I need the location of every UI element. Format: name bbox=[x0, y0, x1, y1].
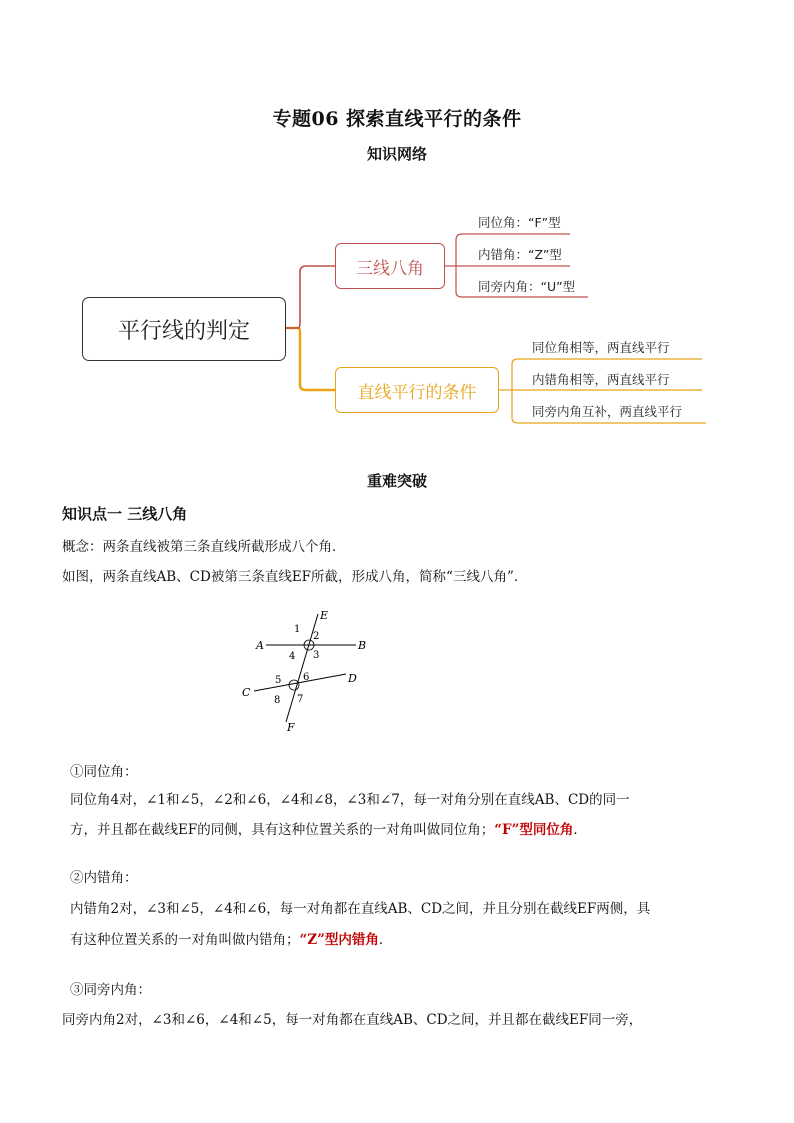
label-e: E bbox=[320, 609, 329, 622]
angle-7-label: 7 bbox=[297, 694, 304, 705]
key-points-heading: 重难突破 bbox=[366, 472, 427, 490]
label-d: D bbox=[348, 672, 357, 685]
page-title: 专题06 探索直线平行的条件 bbox=[272, 108, 522, 130]
knowledge-point-title: 知识点一 三线八角 bbox=[62, 505, 188, 523]
angle-3-label: 3 bbox=[313, 650, 320, 661]
label-f: F bbox=[287, 721, 295, 734]
mindmap-root: 平行线的判定 bbox=[82, 297, 286, 361]
alternate-angles-line2 bbox=[70, 930, 392, 950]
concept-text: 概念：两条直线被第三条直线所截形成八个角． bbox=[62, 539, 346, 555]
corresponding-angles-heading: ①同位角： bbox=[70, 764, 138, 780]
corresponding-angles-text: 方，并且都在截线EF的同侧，具有这种位置关系的一对角叫做同位角； bbox=[70, 822, 495, 838]
corresponding-angles-end: ． bbox=[573, 822, 587, 838]
knowledge-network-heading: 知识网络 bbox=[366, 145, 427, 163]
mindmap-leaf-corresponding: 同位角：“F”型 bbox=[478, 215, 561, 230]
mindmap-branch-parallel-conditions: 直线平行的条件 bbox=[335, 367, 499, 413]
angle-5-label: 5 bbox=[275, 675, 282, 686]
angle-6-label: 6 bbox=[303, 672, 310, 683]
alternate-angles-highlight: “Z”型内错角 bbox=[299, 932, 379, 948]
co-interior-angles-line1: 同旁内角2对，∠3和∠6，∠4和∠5，每一对角都在直线AB、CD之间，并且都在截线EF同一旁， bbox=[62, 1012, 643, 1028]
alternate-angles-line1: 内错角2对，∠3和∠5，∠4和∠6，每一对角都在直线AB、CD之间，并且分别在截线EF两侧，具 bbox=[70, 901, 651, 917]
three-lines-eight-angles-figure bbox=[236, 604, 386, 739]
alternate-angles-end: ． bbox=[378, 932, 393, 948]
angle-1-label: 1 bbox=[294, 624, 301, 635]
angle-4-label: 4 bbox=[289, 651, 296, 662]
label-b: B bbox=[358, 639, 367, 652]
intro-text: 如图，两条直线AB、CD被第三条直线EF所截，形成八角，简称“三线八角”． bbox=[62, 569, 528, 585]
mindmap-leaf-co-interior: 同旁内角：“U”型 bbox=[478, 279, 576, 294]
label-c: C bbox=[242, 686, 251, 699]
alternate-angles-text: 有这种位置关系的一对角叫做内错角； bbox=[70, 932, 300, 948]
co-interior-angles-heading: ③同旁内角： bbox=[70, 982, 151, 998]
angle-8-label: 8 bbox=[274, 695, 281, 706]
mindmap-leaf-alternate: 内错角：“Z”型 bbox=[478, 247, 562, 262]
mindmap-leaf-corresponding-equal: 同位角相等，两直线平行 bbox=[532, 340, 670, 355]
corresponding-angles-line2 bbox=[70, 820, 587, 840]
corresponding-angles-highlight: “F”型同位角 bbox=[494, 822, 574, 838]
mindmap-branch-three-lines-eight-angles: 三线八角 bbox=[335, 243, 445, 289]
mindmap-leaf-co-interior-supplementary: 同旁内角互补，两直线平行 bbox=[532, 404, 683, 419]
label-a: A bbox=[256, 639, 264, 652]
mindmap-leaf-alternate-equal: 内错角相等，两直线平行 bbox=[532, 372, 670, 387]
angle-2-label: 2 bbox=[313, 631, 320, 642]
corresponding-angles-line1: 同位角4对，∠1和∠5，∠2和∠6，∠4和∠8，∠3和∠7，每一对角分别在直线AB、CD的同一 bbox=[70, 792, 630, 808]
alternate-angles-heading: ②内错角： bbox=[70, 870, 138, 886]
